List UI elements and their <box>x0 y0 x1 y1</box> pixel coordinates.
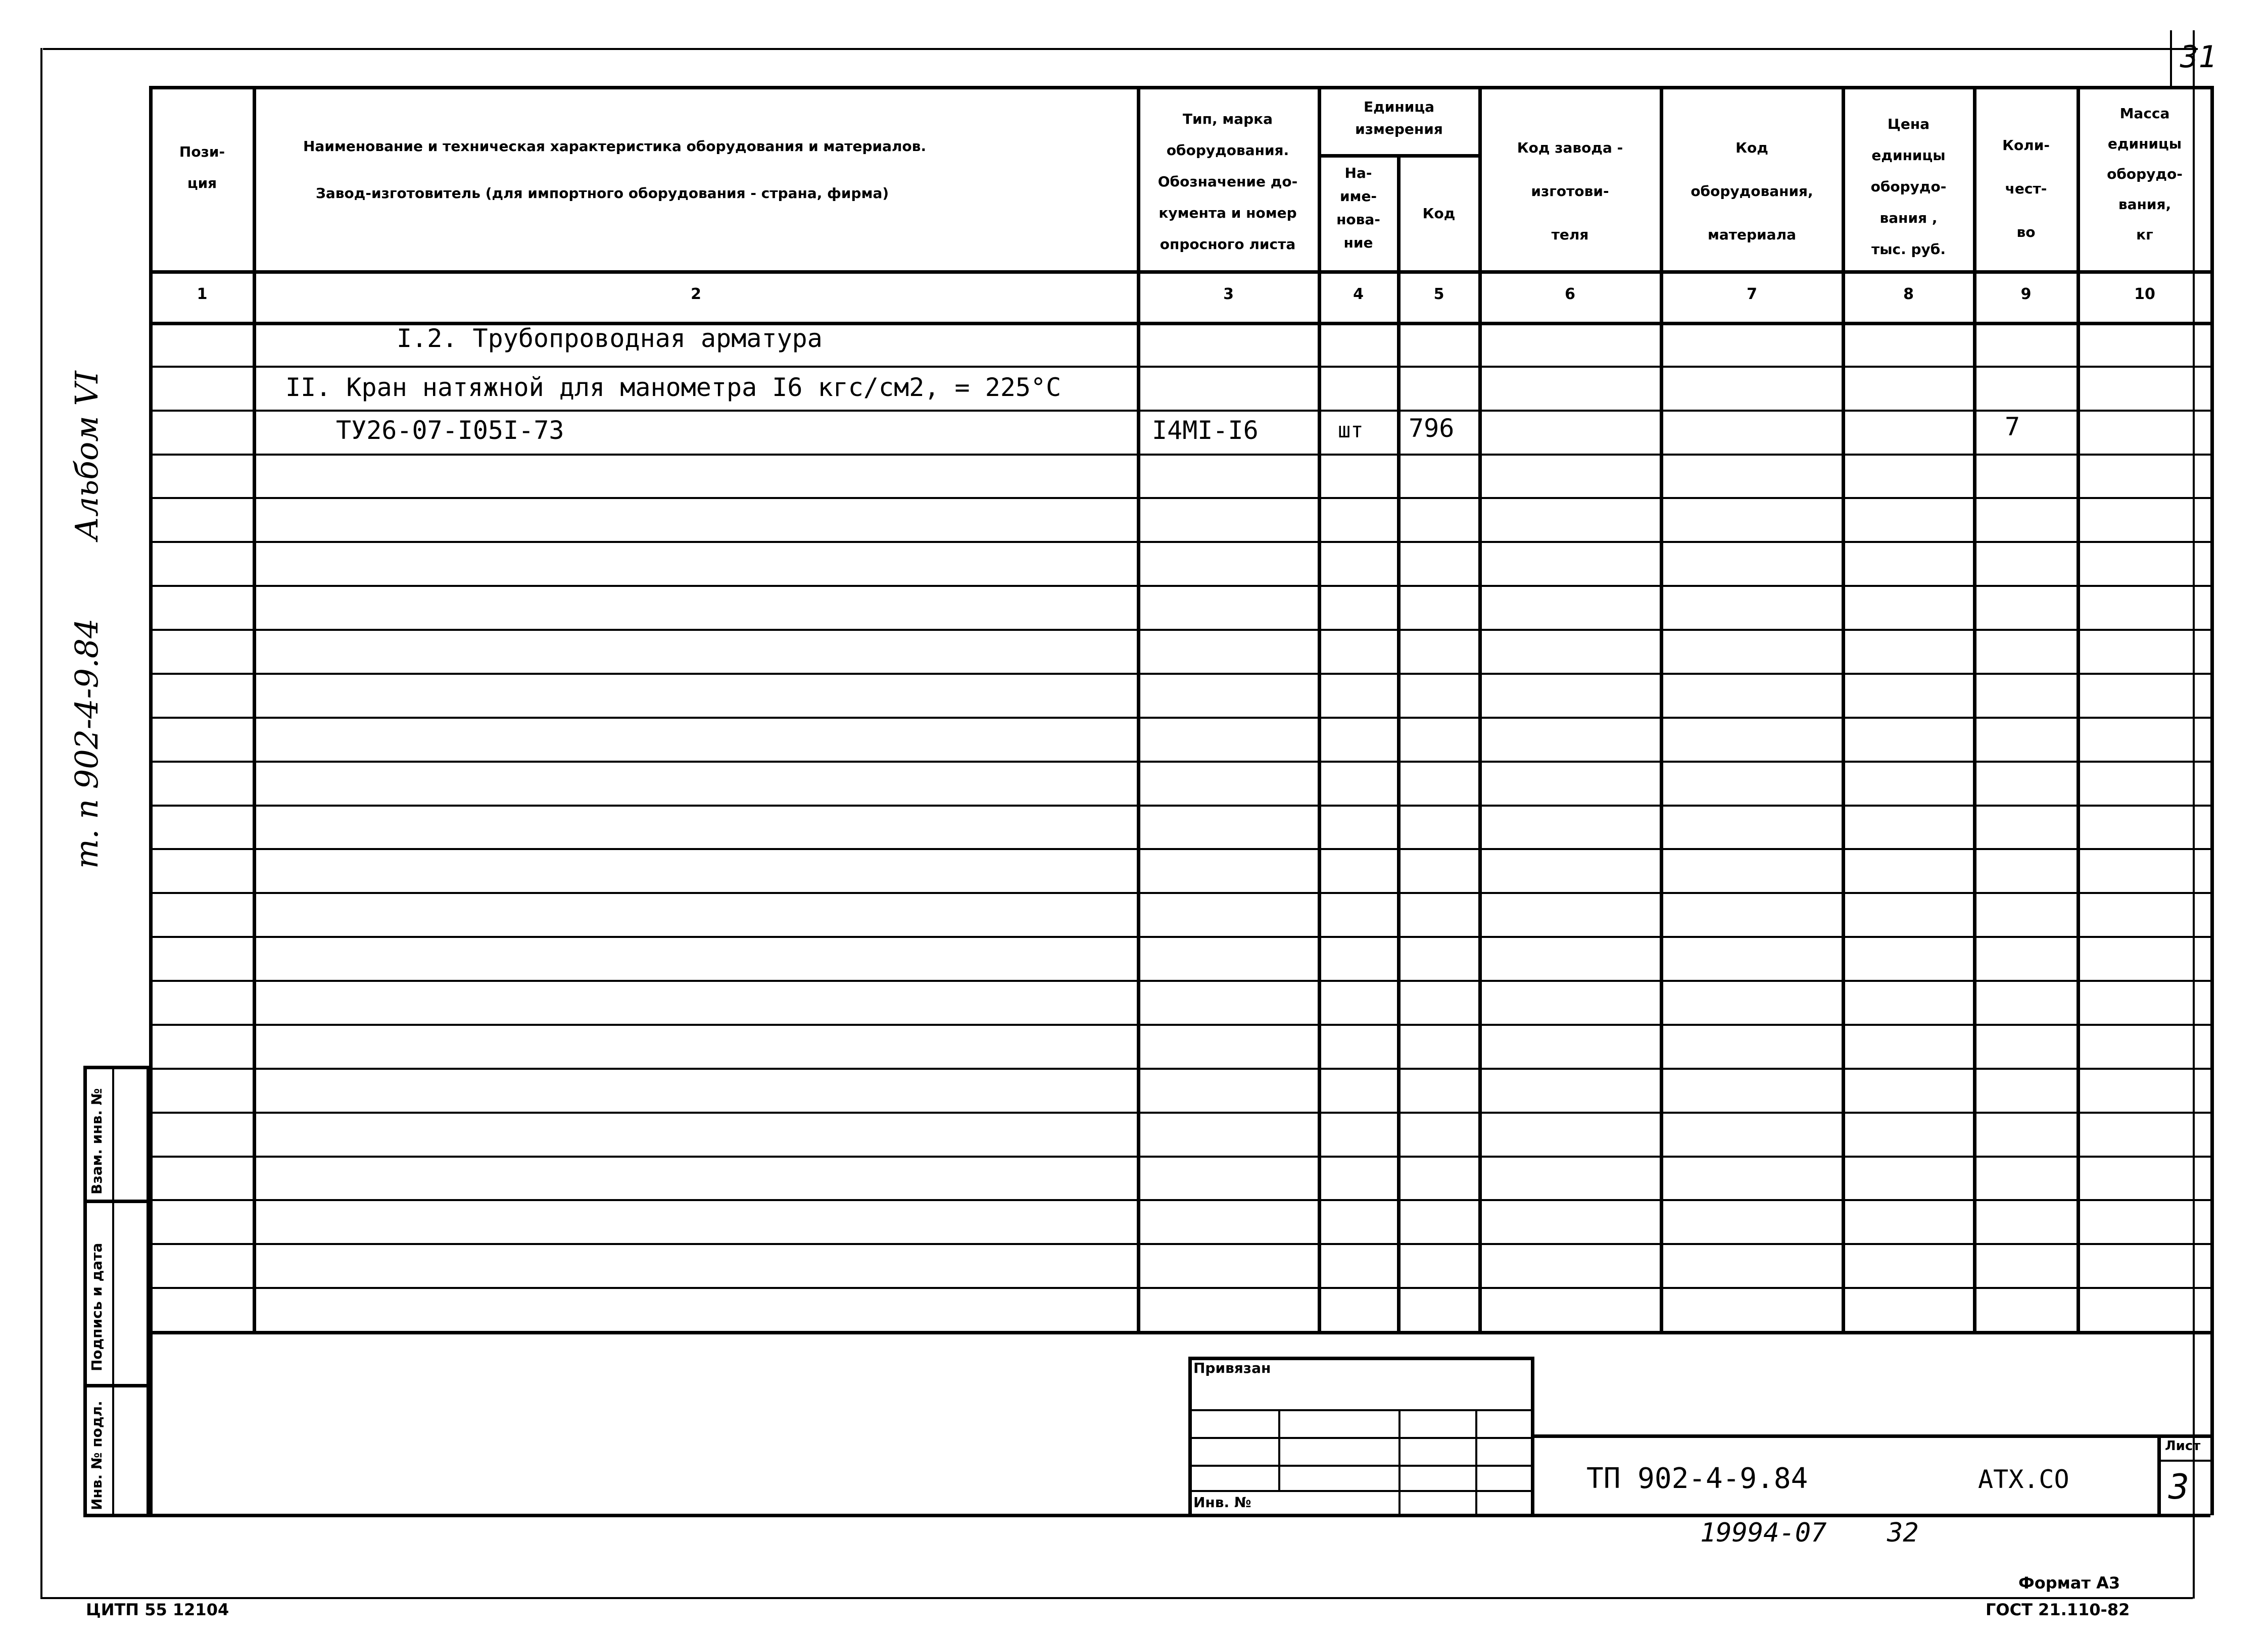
table-row-line <box>149 805 2210 807</box>
cintp-label: ЦИТП 55 12104 <box>86 1600 229 1619</box>
table-row-line <box>149 410 2210 412</box>
header-name-line1: Наименование и техническая характеристика оборудования и материалов. <box>303 138 927 155</box>
header-position: Пози- ция <box>179 143 225 191</box>
sheet-number: 3 <box>2168 1467 2189 1507</box>
header-factory-code: Код завода - изготови- теля <box>1517 139 1623 243</box>
table-row-line <box>149 541 2210 543</box>
table-row-line <box>149 1024 2210 1026</box>
table-row-line <box>149 366 2210 368</box>
privyazan-label: Привязан <box>1193 1360 1271 1376</box>
col-number-8: 8 <box>1903 285 1914 303</box>
doc-code: ТП 902-4-9.84 <box>1586 1462 1808 1495</box>
table-row-line <box>149 1243 2210 1245</box>
table-row-item-unit-code: 796 <box>1409 414 1455 443</box>
table-row-section-title: I.2. Трубопроводная арматура <box>397 324 823 353</box>
header-unit-code: Код <box>1422 205 1456 222</box>
table-row-line <box>149 848 2210 850</box>
table-row-line <box>149 717 2210 719</box>
handwritten-code: 19994-07 <box>1700 1518 1827 1548</box>
table-row-item-quantity: 7 <box>2005 412 2020 441</box>
stamp-label-podpis-data: Подпись и дата <box>88 1243 105 1371</box>
side-album-label: Альбом VI <box>68 371 105 540</box>
header-name-line2: Завод-изготовитель (для импортного оборудования - страна, фирма) <box>316 185 889 202</box>
header-quantity: Коли- чест- во <box>2002 137 2050 240</box>
table-row-line <box>149 673 2210 675</box>
col-number-5: 5 <box>1433 285 1444 303</box>
table-row-line <box>149 497 2210 499</box>
table-row-line <box>149 980 2210 982</box>
col-number-4: 4 <box>1353 285 1364 303</box>
table-row-line <box>149 454 2210 456</box>
table-row-line <box>149 1287 2210 1289</box>
col-number-1: 1 <box>197 285 208 303</box>
doc-mark: АТХ.СО <box>1978 1465 2069 1494</box>
table-row-line <box>149 585 2210 587</box>
side-project-label: т. п 902-4-9.84 <box>68 618 105 869</box>
stamp-label-vzam-inv: Взам. инв. № <box>88 1088 105 1195</box>
table-row-line <box>149 629 2210 631</box>
col-number-7: 7 <box>1747 285 1757 303</box>
header-equipment-code: Код оборудования, материала <box>1691 139 1813 243</box>
header-price: Цена единицы оборудо- вания , тыс. руб. <box>1870 116 1947 258</box>
table-row-item-name: II. Кран натяжной для манометра I6 кгс/см2, = 225°C <box>285 373 1061 402</box>
col-number-2: 2 <box>691 285 701 303</box>
table-row-item-unit-name: шт <box>1338 418 1364 442</box>
table-row-line <box>149 936 2210 938</box>
header-mass: Масса единицы оборудо- вания, кг <box>2107 105 2183 243</box>
col-number-9: 9 <box>2020 285 2032 303</box>
handwritten-page: 32 <box>1887 1518 1919 1548</box>
table-row-line <box>149 1199 2210 1201</box>
table-row-item-spec: ТУ26-07-I05I-73 <box>336 416 564 445</box>
sheet-label: Лист <box>2165 1438 2201 1454</box>
page-number: 31 <box>2180 39 2217 75</box>
header-unit-group: Единица измерения <box>1355 98 1443 137</box>
header-type: Тип, марка оборудования. Обозначение до- кумента и номер опросного листа <box>1157 111 1298 253</box>
table-row-line <box>149 761 2210 763</box>
col-number-3: 3 <box>1223 285 1234 303</box>
format-label: Формат А3 <box>2018 1573 2120 1593</box>
gost-label: ГОСТ 21.110-82 <box>1986 1600 2130 1619</box>
table-row-line <box>149 1112 2210 1114</box>
table-row-item-type: I4МI-I6 <box>1152 416 1259 445</box>
stamp-label-inv-podl: Инв. № подл. <box>88 1401 105 1510</box>
table-row-line <box>149 892 2210 894</box>
inv-no-label: Инв. № <box>1193 1494 1251 1511</box>
col-number-10: 10 <box>2134 285 2155 303</box>
table-row-line <box>149 1156 2210 1158</box>
col-number-6: 6 <box>1565 285 1575 303</box>
header-unit-name: На- име- нова- ние <box>1336 165 1380 251</box>
table-row-line <box>149 1068 2210 1070</box>
